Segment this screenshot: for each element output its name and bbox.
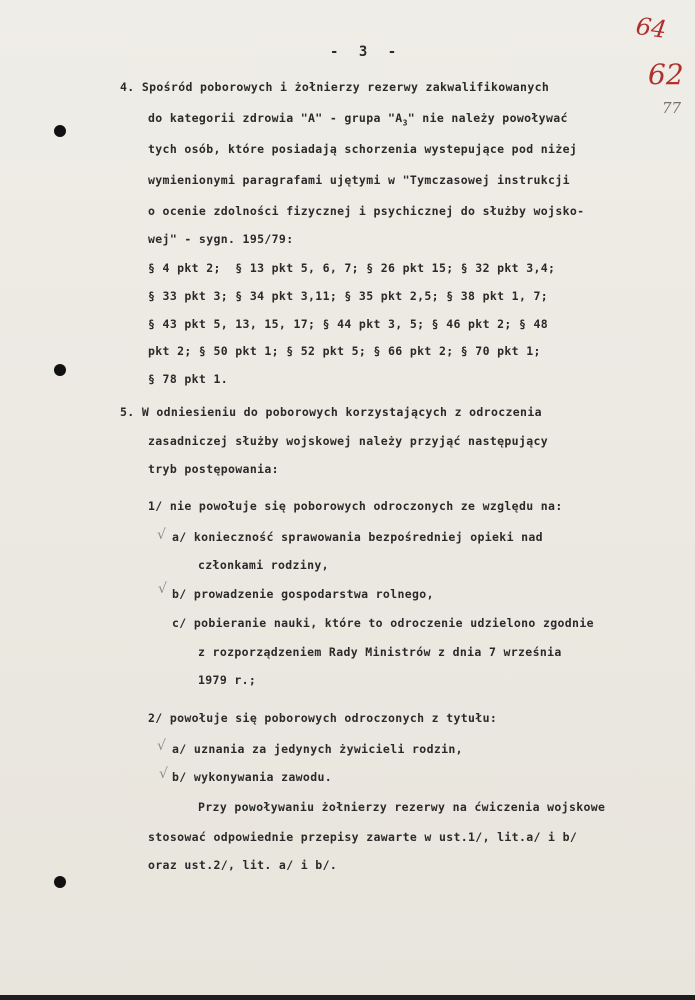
- item5-line2: zasadniczej służby wojskowej należy przyjąć następujący: [148, 434, 549, 448]
- paragraph-list-line3: § 43 pkt 5, 13, 15, 17; § 44 pkt 3, 5; § 46 pkt 2; § 48: [148, 317, 549, 331]
- subsection-2-heading: 2/ powołuje się poborowych odroczonych z tytułu:: [148, 711, 498, 725]
- subsection-1c-line3: 1979 r.;: [198, 673, 257, 687]
- handwritten-folio-number: 64: [634, 12, 669, 44]
- pencil-check-mark: √: [158, 581, 167, 597]
- subsection-1a-line1: a/ konieczność sprawowania bezpośredniej opieki nad: [172, 530, 543, 544]
- pencil-check-mark: √: [159, 766, 168, 782]
- closing-paragraph-line1: Przy powoływaniu żołnierzy rezerwy na ćwiczenia wojskowe: [198, 800, 606, 814]
- handwritten-folio-number-corrected: 62: [648, 58, 684, 91]
- handwritten-pencil-number: 77: [662, 99, 682, 117]
- item4-line3: tych osób, które posiadają schorzenia wystepujące pod niżej: [148, 142, 578, 156]
- paragraph-list-line5: § 78 pkt 1.: [148, 372, 229, 386]
- item4-line4: wymienionymi paragrafami ujętymi w "Tymczasowej instrukcji: [148, 173, 570, 187]
- closing-paragraph-line2: stosować odpowiednie przepisy zawarte w ust.1/, lit.a/ i b/: [148, 830, 578, 844]
- page-number: - 3 -: [330, 44, 403, 60]
- item4-line2: do kategorii zdrowia "A" - grupa "$A_3$" nie należy powoływać: [148, 111, 568, 128]
- scan-bottom-edge: [0, 995, 695, 1000]
- subsection-1c-line1: c/ pobieranie nauki, które to odroczenie udzielono zgodnie: [172, 616, 594, 630]
- subsection-1a-line2: członkami rodziny,: [198, 558, 329, 572]
- punch-hole: [54, 876, 66, 888]
- punch-hole: [54, 364, 66, 376]
- subsection-1-heading: 1/ nie powołuje się poborowych odroczonych ze względu na:: [148, 499, 563, 513]
- subsection-2a: a/ uznania za jedynych żywicieli rodzin,: [172, 742, 463, 756]
- closing-paragraph-line3: oraz ust.2/, lit. a/ i b/.: [148, 858, 338, 872]
- pencil-check-mark: √: [157, 527, 166, 543]
- paragraph-list-line1: § 4 pkt 2; § 13 pkt 5, 6, 7; § 26 pkt 15; § 32 pkt 3,4;: [148, 261, 556, 275]
- item4-line5: o ocenie zdolności fizycznej i psychicznej do służby wojsko-: [148, 204, 585, 218]
- paragraph-list-line4: pkt 2; § 50 pkt 1; § 52 pkt 5; § 66 pkt 2; § 70 pkt 1;: [148, 344, 541, 358]
- item4-line6: wej" - sygn. 195/79:: [148, 232, 294, 246]
- paragraph-list-line2: § 33 pkt 3; § 34 pkt 3,11; § 35 pkt 2,5; § 38 pkt 1, 7;: [148, 289, 549, 303]
- subsection-1c-line2: z rozporządzeniem Rady Ministrów z dnia 7 września: [198, 645, 562, 659]
- item4-line1: 4. Spośród poborowych i żołnierzy rezerwy zakwalifikowanych: [120, 80, 550, 94]
- subsection-1b: b/ prowadzenie gospodarstwa rolnego,: [172, 587, 434, 601]
- pencil-check-mark: √: [157, 738, 166, 754]
- item5-line1: 5. W odniesieniu do poborowych korzystających z odroczenia: [120, 405, 542, 419]
- item5-line3: tryb postępowania:: [148, 462, 279, 476]
- subsection-2b: b/ wykonywania zawodu.: [172, 770, 333, 784]
- punch-hole: [54, 125, 66, 137]
